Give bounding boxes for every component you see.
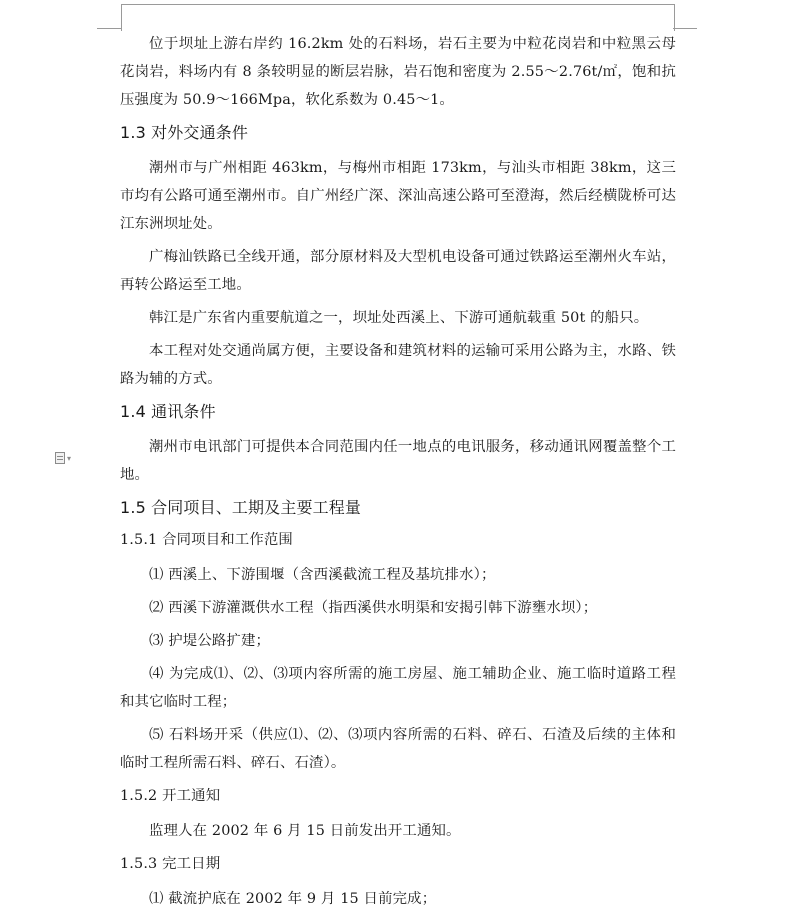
subheading-completion-date: 1.5.3 完工日期	[120, 856, 221, 872]
heading-transport: 1.3 对外交通条件	[120, 123, 249, 142]
page-top-margin-guide	[121, 4, 675, 31]
list-item-3: ⑶ 护堤公路扩建；	[149, 633, 271, 649]
list-item-2: ⑵ 西溪下游灌溉供水工程（指西溪供水明渠和安揭引韩下游壅水坝）；	[149, 600, 598, 616]
paragraph-start-notice: 监理人在 2002 年 6 月 15 日前发出开工通知。	[149, 823, 461, 839]
document-options-icon[interactable]	[55, 450, 79, 466]
document-body	[120, 30, 676, 918]
paragraph-transport-rail: 广梅汕铁路已全线开通，部分原材料及大型机电设备可通过铁路运至潮州火车站，再转公路运至工地。	[120, 249, 676, 293]
paragraph-quarry: 位于坝址上游右岸约 16.2km 处的石料场，岩石主要为中粒花岗岩和中粒黑云母花岗岩，料场内有 8 条较明显的断层岩脉，岩石饱和密度为 2.55～2.76t/㎡，饱和抗压强度为 50.9～166Mpa，软化系数为 0.45～1。	[120, 36, 676, 108]
document-icon	[55, 452, 65, 464]
subheading-scope: 1.5.1 合同项目和工作范围	[120, 532, 293, 548]
paragraph-transport-summary: 本工程对处交通尚属方便，主要设备和建筑材料的运输可采用公路为主，水路、铁路为辅的方式。	[120, 343, 676, 387]
subheading-start-notice: 1.5.2 开工通知	[120, 788, 221, 804]
paragraph-transport-water: 韩江是广东省内重要航道之一，坝址处西溪上、下游可通航载重 50t 的船只。	[149, 310, 649, 326]
paragraph-communication: 潮州市电讯部门可提供本合同范围内任一地点的电讯服务，移动通讯网覆盖整个工地。	[120, 439, 676, 483]
list-item-4: ⑷ 为完成⑴、⑵、⑶项内容所需的施工房屋、施工辅助企业、施工临时道路工程和其它临时工程；	[120, 666, 676, 710]
paragraph-transport-road: 潮州市与广州相距 463km，与梅州市相距 173km，与汕头市相距 38km，这三市均有公路可通至潮州市。自广州经广深、深汕高速公路可至澄海，然后经横陇桥可达江东洲坝址处。	[120, 160, 676, 232]
dropdown-caret-icon: ▾	[67, 453, 72, 463]
list-item-1: ⑴ 西溪上、下游围堰（含西溪截流工程及基坑排水）；	[149, 567, 496, 583]
list-item-5: ⑸ 石料场开采（供应⑴、⑵、⑶项内容所需的石料、碎石、石渣及后续的主体和临时工程所需石料、碎石、石渣）。	[120, 727, 676, 771]
list-item-completion-1: ⑴ 截流护底在 2002 年 9 月 15 日前完成；	[149, 891, 437, 907]
right-margin-mark	[673, 28, 697, 29]
heading-contract: 1.5 合同项目、工期及主要工程量	[120, 498, 362, 517]
left-margin-mark	[97, 28, 121, 29]
heading-communication: 1.4 通讯条件	[120, 402, 216, 421]
